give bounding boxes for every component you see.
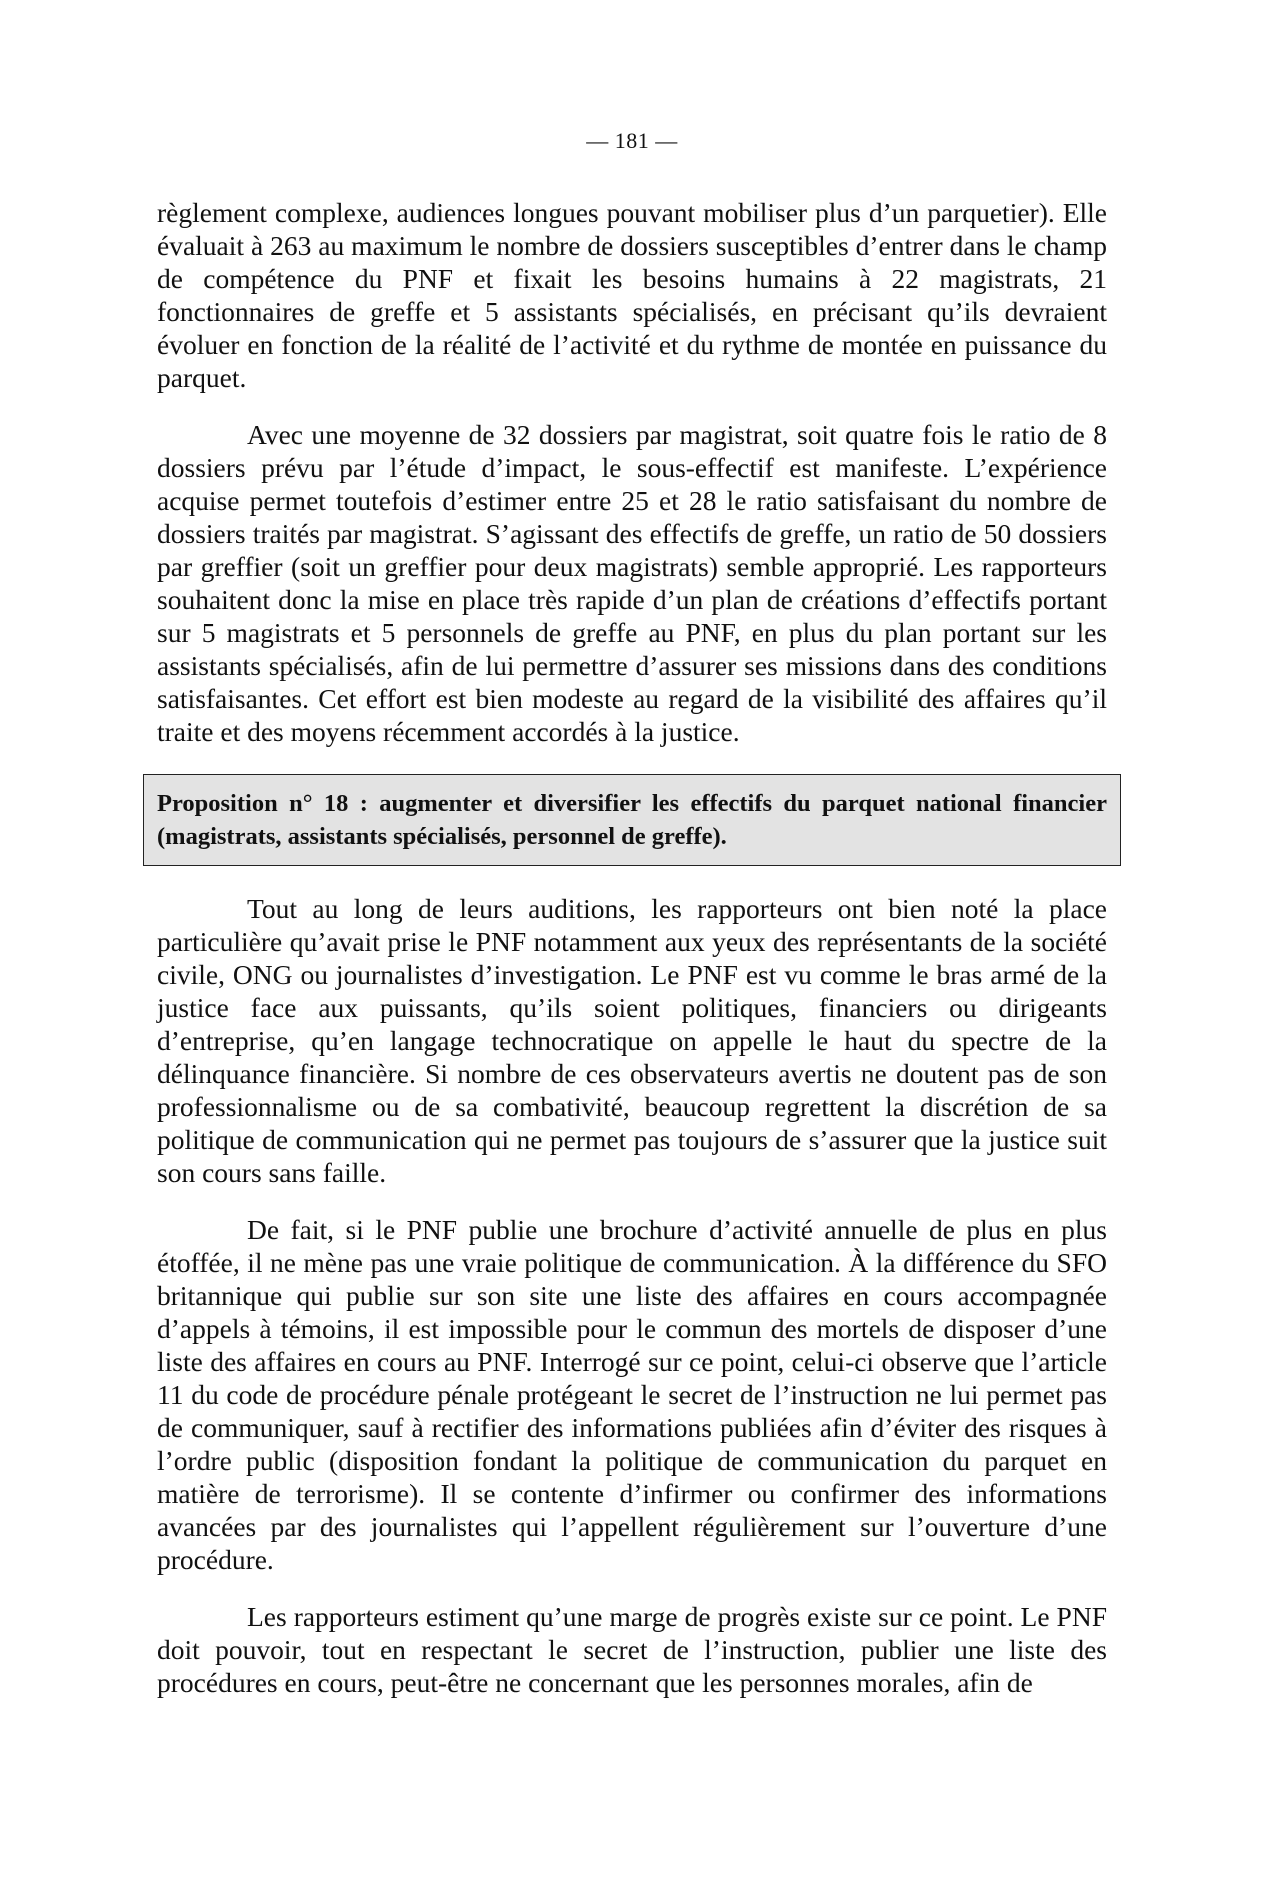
- paragraph-staffing-ratio: Avec une moyenne de 32 dossiers par magistrat, soit quatre fois le ratio de 8 dossiers prévu par l’étude d’impact, le sous-effectif est manifeste. L’expérience acquise permet toutefois d’estimer entre 25 et 28 le ratio satisfaisant du nombre de dossiers traités par magistrat. S’agissant des effectifs de greffe, un ratio de 50 dossiers par greffier (soit un greffier pour deux magistrats) semble approprié. Les rapporteurs souhaitent donc la mise en place très rapide d’un plan de créations d’effectifs portant sur 5 magistrats et 5 personnels de greffe au PNF, en plus du plan portant sur les assistants spécialisés, afin de lui permettre d’assurer ses missions dans des conditions satisfaisantes. Cet effort est bien modeste au regard de la visibilité des affaires qu’il traite et des moyens récemment accordés à la justice.: [157, 419, 1107, 747]
- paragraph-continuation: règlement complexe, audiences longues pouvant mobiliser plus d’un parquetier). Elle évaluait à 263 au maximum le nombre de dossiers susceptibles d’entrer dans le champ de compétence du PNF et fixait les besoins humains à 22 magistrats, 21 fonctionnaires de greffe et 5 assistants spécialisés, en précisant qu’ils devraient évoluer en fonction de la réalité de l’activité et du rythme de montée en puissance du parquet.: [157, 197, 1107, 393]
- paragraph-progress: Les rapporteurs estiment qu’une marge de progrès existe sur ce point. Le PNF doit pouvoir, tout en respectant le secret de l’instruction, publier une liste des procédures en cours, peut-être ne concernant que les personnes morales, afin de: [157, 1601, 1107, 1698]
- proposal-box: [143, 774, 1121, 866]
- page-number: — 181 —: [586, 128, 678, 153]
- proposal-text: Proposition n° 18 : augmenter et diversifier les effectifs du parquet national financier (magistrats, assistants spécialisés, personnel de greffe).: [157, 790, 1107, 850]
- document-body: [157, 196, 1107, 1699]
- paragraph-communication: De fait, si le PNF publie une brochure d’activité annuelle de plus en plus étoffée, il ne mène pas une vraie politique de communication. À la différence du SFO britannique qui publie sur son site une liste des affaires en cours accompagnée d’appels à témoins, il est impossible pour le commun des mortels de disposer d’une liste des affaires en cours au PNF. Interrogé sur ce point, celui-ci observe que l’article 11 du code de procédure pénale protégeant le secret de l’instruction ne lui permet pas de communiquer, sauf à rectifier des informations publiées afin d’éviter des risques à l’ordre public (disposition fondant la politique de communication du parquet en matière de terrorisme). Il se contente d’infirmer ou confirmer des informations avancées par des journalistes qui l’appellent régulièrement sur l’ouverture d’une procédure.: [157, 1214, 1107, 1575]
- paragraph-auditions: Tout au long de leurs auditions, les rapporteurs ont bien noté la place particulière qu’avait prise le PNF notamment aux yeux des représentants de la société civile, ONG ou journalistes d’investigation. Le PNF est vu comme le bras armé de la justice face aux puissants, qu’ils soient politiques, financiers ou dirigeants d’entreprise, qu’en langage technocratique on appelle le haut du spectre de la délinquance financière. Si nombre de ces observateurs avertis ne doutent pas de son professionnalisme ou de sa combativité, beaucoup regrettent la discrétion de sa politique de communication qui ne permet pas toujours de s’assurer que la justice suit son cours sans faille.: [157, 893, 1107, 1188]
